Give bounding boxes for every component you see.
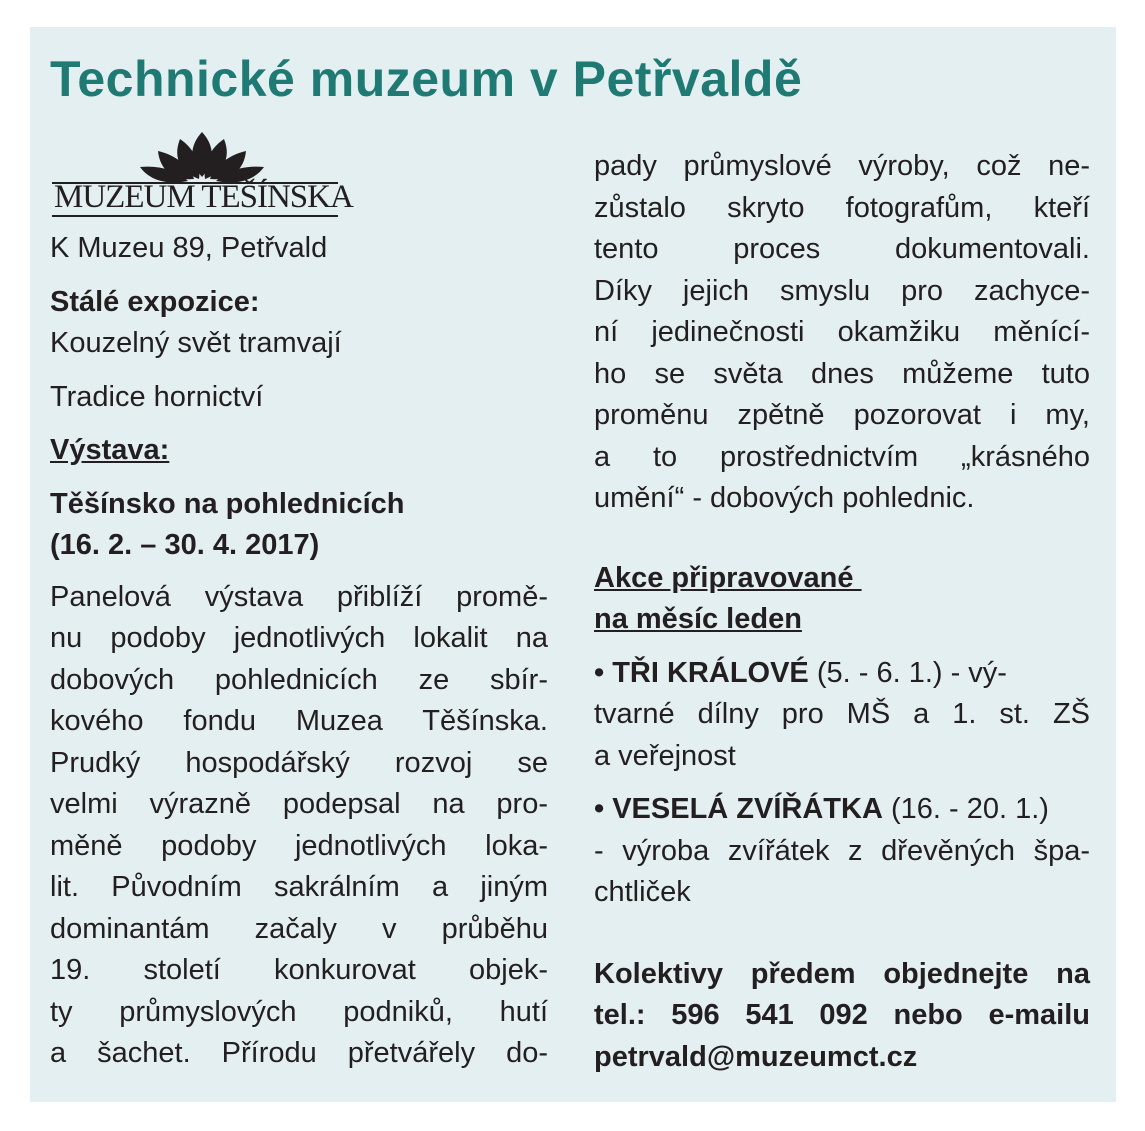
address: K Muzeu 89, Petřvald	[50, 232, 328, 264]
exhibition-dates: (16. 2. – 30. 4. 2017)	[50, 529, 320, 561]
body-line: dobových pohlednicích ze sbír-	[50, 663, 548, 696]
event-line	[594, 653, 1090, 695]
body-line: velmi výrazně podepsal na pro-	[50, 788, 548, 820]
contact-line: Kolektivy předem objednejte na	[594, 957, 1090, 990]
bullet: •	[594, 656, 613, 689]
body-line: lit. Původním sakrálním a jiným	[50, 871, 548, 903]
permanent-heading: Stálé expozice:	[50, 285, 260, 318]
body-line: pady průmyslové výroby, což ne-	[594, 150, 1090, 182]
body-line: ní jedinečnosti okamžiku měnící-	[594, 316, 1090, 348]
contact-line: tel.: 596 541 092 nebo e-mailu	[594, 999, 1090, 1031]
exhibition-heading: Výstava:	[50, 434, 170, 466]
article-title: Technické muzeum v Petřvaldě	[50, 51, 803, 107]
contact-info	[594, 954, 1090, 1079]
events-heading	[594, 558, 1090, 641]
body-line: ty průmyslových podniků, hutí	[50, 995, 548, 1028]
events-heading-line: na měsíc leden	[594, 603, 802, 635]
event-line	[594, 789, 1090, 831]
body-line: Panelová výstava přiblíží promě-	[50, 580, 548, 613]
right-column	[594, 146, 1090, 1078]
body-line: ho se světa dnes můžeme tuto	[594, 357, 1090, 390]
body-line: tento proces dokumentovali.	[594, 233, 1090, 265]
body-line: měně podoby jednotlivých loka-	[50, 829, 548, 862]
museum-logo	[52, 127, 353, 219]
body-line: a šachet. Přírodu přetvářely do-	[50, 1037, 548, 1069]
bullet: •	[594, 793, 613, 825]
event-item	[594, 653, 1090, 778]
body-line: zůstalo skryto fotografům, kteří	[594, 191, 1090, 224]
event-name: TŘI KRÁLOVÉ	[612, 656, 809, 689]
event-description: - výroba zvířátek z dřevěných špa-	[594, 834, 1090, 867]
body-line: proměnu zpětně pozorovat i my,	[594, 399, 1090, 431]
event-item	[594, 789, 1090, 914]
exhibition-body-continued	[594, 146, 1090, 520]
exhibition-body	[50, 577, 548, 1075]
event-name: VESELÁ ZVÍŘÁTKA	[612, 793, 883, 825]
logo-text: MUZEUM TĚŠÍNSKA	[54, 179, 353, 215]
body-line: kového fondu Muzea Těšínska.	[50, 705, 548, 737]
contact-email[interactable]: petrvald@muzeumct.cz	[594, 1040, 918, 1073]
events-heading-line: Akce připravované	[594, 561, 862, 594]
event-date: (16. - 20. 1.)	[882, 793, 1049, 825]
body-line: Díky jejich smyslu pro zachyce-	[594, 274, 1090, 307]
left-column	[50, 228, 548, 1075]
body-line: a to prostřednictvím „krásného	[594, 440, 1090, 473]
body-line: Prudký hospodářský rozvoj se	[50, 746, 548, 779]
event-description: tvarné dílny pro MŠ a 1. st. ZŠ	[594, 698, 1090, 730]
event-date: (5. - 6. 1.) - vý-	[808, 656, 1007, 689]
body-line: umění“ - dobových pohlednic.	[594, 482, 975, 514]
permanent-item: Kouzelný svět tramvají	[50, 327, 342, 359]
exhibition-name: Těšínsko na pohlednicích	[50, 487, 405, 520]
body-line: nu podoby jednotlivých lokalit na	[50, 622, 548, 654]
event-description: a veřejnost	[594, 739, 736, 772]
body-line: dominantám začaly v průběhu	[50, 912, 548, 945]
body-line: 19. století konkurovat objek-	[50, 954, 548, 986]
event-description: chtliček	[594, 876, 691, 908]
permanent-item: Tradice hornictví	[50, 380, 264, 413]
